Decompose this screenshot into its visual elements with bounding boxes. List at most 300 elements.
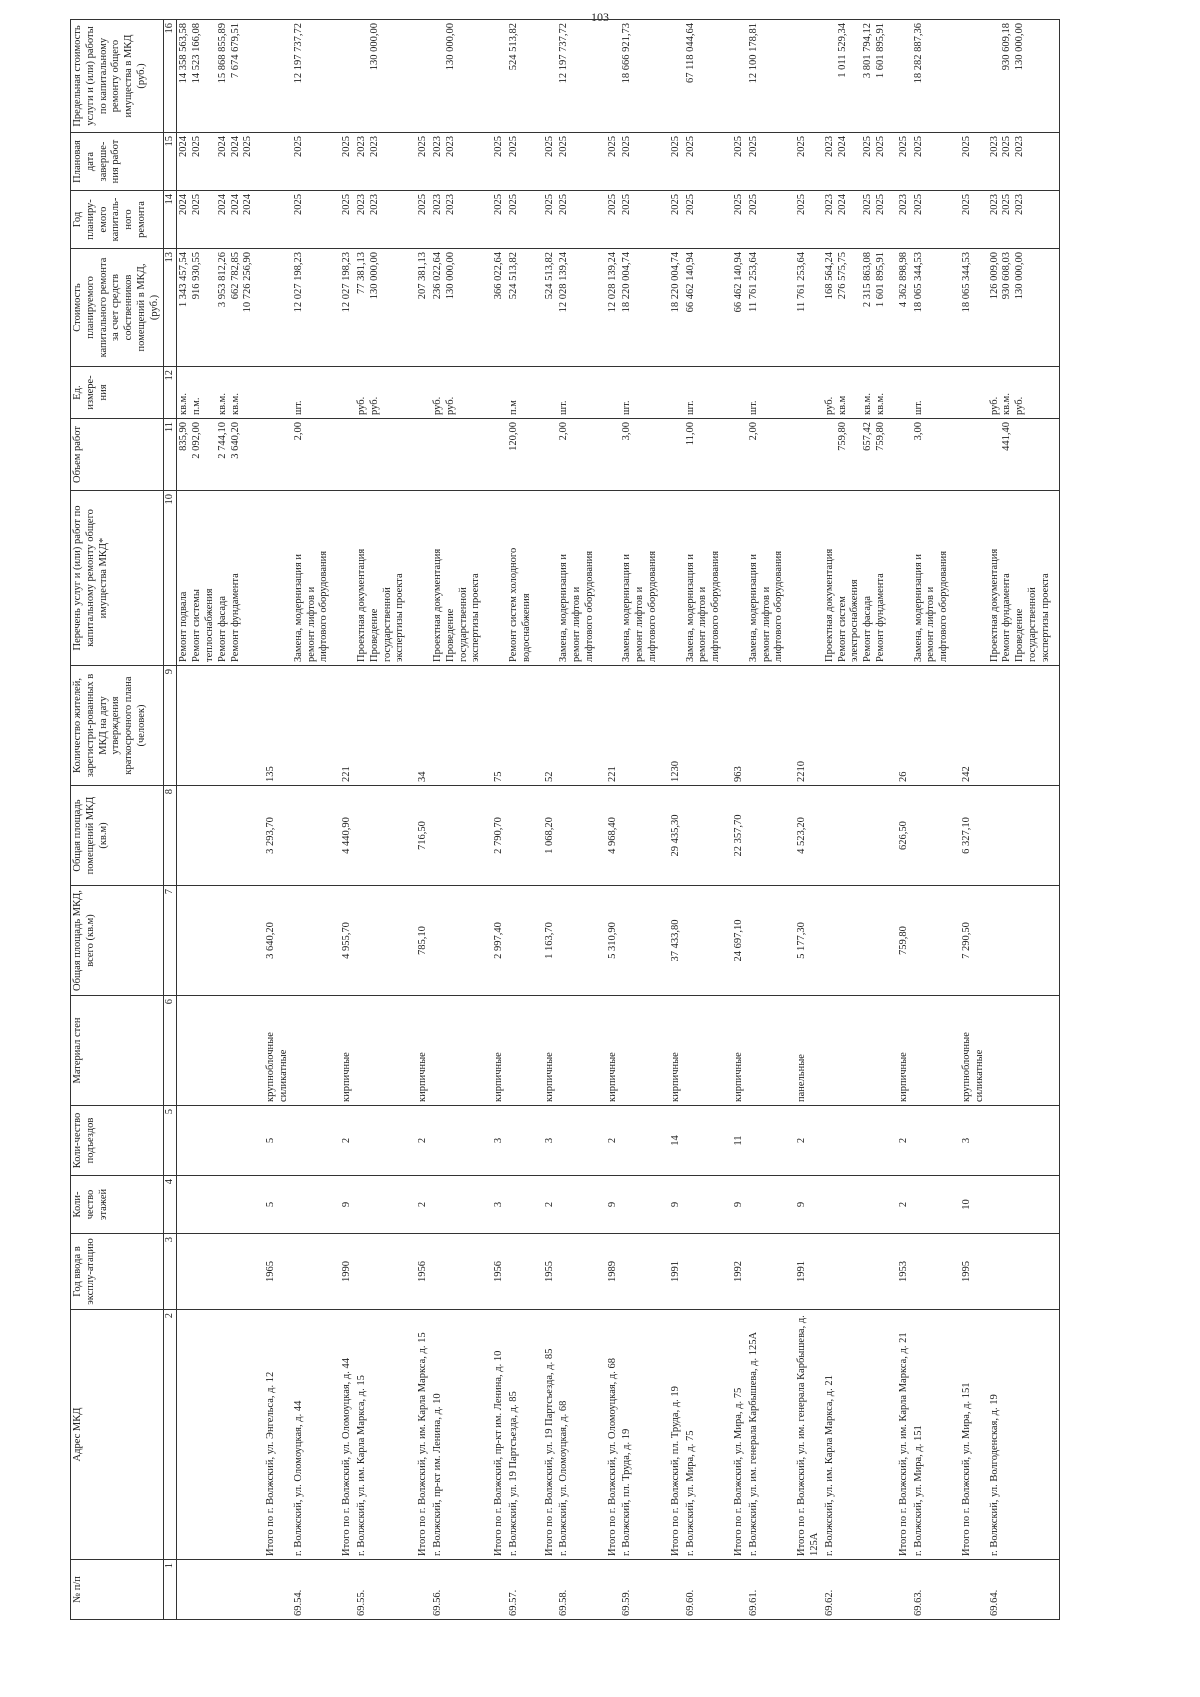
cell-floors — [684, 1176, 729, 1234]
cell-residents: 221 — [337, 666, 355, 786]
column-header: № п/п — [71, 1560, 164, 1620]
cell-year: 1991 — [666, 1234, 684, 1310]
cell-year — [912, 1234, 957, 1310]
cell-floors — [747, 1176, 792, 1234]
cell-unit: шт. — [747, 367, 792, 419]
cell-room-area: 4 523,20 — [792, 786, 823, 886]
cell-limit: 1 011 529,34 3 801 794,12 1 601 895,91 — [823, 20, 894, 133]
rotated-page — [70, 23, 1130, 1620]
cell-floors: 5 — [261, 1176, 292, 1234]
cell-limit: 12 197 737,72 — [557, 20, 602, 133]
cell-total-area — [684, 886, 729, 996]
cell-works: Замена, модернизация и ремонт лифтов и лифтового оборудования — [620, 491, 665, 666]
total-row — [729, 20, 747, 1620]
cell-mat: кирпичные — [540, 996, 558, 1106]
cell-num: 69.54. — [292, 1560, 337, 1620]
cell-num — [413, 1560, 431, 1620]
cell-limit: 67 118 044,64 — [684, 20, 729, 133]
cell-unit — [261, 367, 292, 419]
cell-ent — [620, 1106, 665, 1176]
cell-works: Замена, модернизация и ремонт лифтов и лифтового оборудования — [912, 491, 957, 666]
column-header: Год планиру-емого капиталь-ного ремонта — [71, 191, 164, 249]
cell-works: Замена, модернизация и ремонт лифтов и лифтового оборудования — [557, 491, 602, 666]
cell-works — [261, 491, 292, 666]
cell-end-year: 2025 — [620, 133, 665, 191]
cell-year — [620, 1234, 665, 1310]
table-row — [912, 20, 957, 1620]
cell-limit — [792, 20, 823, 133]
cell-num — [894, 1560, 912, 1620]
cell-num: 69.64. — [988, 1560, 1059, 1620]
capital-repair-table — [70, 19, 1060, 1620]
cell-floors: 9 — [666, 1176, 684, 1234]
cell-room-area — [355, 786, 413, 886]
cell-total-area — [823, 886, 894, 996]
cell-room-area: 22 357,70 — [729, 786, 747, 886]
cell-total-area: 4 955,70 — [337, 886, 355, 996]
cell-end-year: 2023 2024 2025 2025 — [823, 133, 894, 191]
cell-cost: 12 028 139,24 — [557, 249, 602, 367]
cell-floors: 3 — [489, 1176, 507, 1234]
cell-residents: 135 — [261, 666, 292, 786]
total-row — [337, 20, 355, 1620]
cell-year: 1991 — [792, 1234, 823, 1310]
cell-volume: 2,00 — [292, 419, 337, 491]
cell-mat — [912, 996, 957, 1106]
cell-end-year — [261, 133, 292, 191]
cell-limit — [261, 20, 292, 133]
cell-addr: г. Волжский, ул. 19 Партсъезда, д. 85 — [507, 1310, 540, 1560]
cell-residents — [292, 666, 337, 786]
cell-unit: руб. руб. — [355, 367, 413, 419]
cell-mat — [620, 996, 665, 1106]
cell-mat: кирпичные — [603, 996, 621, 1106]
cell-residents — [355, 666, 413, 786]
cell-limit — [603, 20, 621, 133]
cell-ent: 2 — [413, 1106, 431, 1176]
cell-mat: панельные — [792, 996, 823, 1106]
total-row — [603, 20, 621, 1620]
cell-unit — [603, 367, 621, 419]
cell-cost: 77 381,13 130 000,00 — [355, 249, 413, 367]
cell-unit — [337, 367, 355, 419]
column-header: Адрес МКД — [71, 1310, 164, 1560]
total-row — [540, 20, 558, 1620]
cell-total-area: 5 310,90 — [603, 886, 621, 996]
cell-ent — [747, 1106, 792, 1176]
cell-works: Ремонт подвала Ремонт системы теплоснабжения Ремонт фасада Ремонт фундамента — [177, 491, 261, 666]
cell-cost: 1 343 457,54 916 930,55 3 953 812,26 662 782,85 10 726 256,90 — [177, 249, 261, 367]
cell-num: 69.57. — [507, 1560, 540, 1620]
cell-end-year: 2025 — [413, 133, 431, 191]
cell-ent — [684, 1106, 729, 1176]
cell-ent — [823, 1106, 894, 1176]
cell-volume — [431, 419, 489, 491]
cell-end-year: 2025 — [507, 133, 540, 191]
cell-limit — [413, 20, 431, 133]
cell-cost: 66 462 140,94 — [729, 249, 747, 367]
cell-addr: Итого по г. Волжский, ул. Оломоуцкая, д. 44 — [337, 1310, 355, 1560]
cell-addr: Итого по г. Волжский, ул. Мира, д. 151 — [957, 1310, 988, 1560]
cell-addr: Итого по г. Волжский, ул. Оломоуцкая, д. 68 — [603, 1310, 621, 1560]
cell-addr: Итого по г. Волжский, ул. им. Карла Маркса, д. 15 — [413, 1310, 431, 1560]
cell-volume: 2,00 — [557, 419, 602, 491]
cell-cost: 12 027 198,23 — [292, 249, 337, 367]
cell-mat: кирпичные — [489, 996, 507, 1106]
cell-residents: 221 — [603, 666, 621, 786]
cell-plan-year: 2025 — [684, 191, 729, 249]
cell-floors — [988, 1176, 1059, 1234]
cell-year: 1990 — [337, 1234, 355, 1310]
cell-unit — [957, 367, 988, 419]
cell-mat: кирпичные — [666, 996, 684, 1106]
cell-cost: 11 761 253,64 — [792, 249, 823, 367]
cell-room-area: 6 327,10 — [957, 786, 988, 886]
table-row — [507, 20, 540, 1620]
cell-limit: 130 000,00 — [355, 20, 413, 133]
cell-year — [177, 1234, 261, 1310]
column-header: Стоимость планируемого капитального ремонта за счет средств собственников помещений в МКД, (руб.) — [71, 249, 164, 367]
cell-works: Проектная документация Ремонт фундамента Проведение государственной экспертизы проекта — [988, 491, 1059, 666]
cell-floors — [823, 1176, 894, 1234]
cell-plan-year: 2025 — [557, 191, 602, 249]
cell-ent — [177, 1106, 261, 1176]
cell-room-area — [684, 786, 729, 886]
column-header: Материал стен — [71, 996, 164, 1106]
cell-total-area: 785,10 — [413, 886, 431, 996]
cell-plan-year: 2023 2023 — [355, 191, 413, 249]
cell-total-area: 37 433,80 — [666, 886, 684, 996]
cell-residents — [823, 666, 894, 786]
cell-unit — [792, 367, 823, 419]
cell-residents — [747, 666, 792, 786]
cell-unit: шт. — [620, 367, 665, 419]
table-row — [620, 20, 665, 1620]
cell-plan-year: 2025 — [603, 191, 621, 249]
cell-num — [540, 1560, 558, 1620]
cell-floors: 2 — [413, 1176, 431, 1234]
total-row — [261, 20, 292, 1620]
cell-room-area: 626,50 — [894, 786, 912, 886]
cell-volume: 441,40 — [988, 419, 1059, 491]
cell-total-area: 1 163,70 — [540, 886, 558, 996]
cell-mat — [557, 996, 602, 1106]
cell-room-area: 29 435,30 — [666, 786, 684, 886]
column-number: 7 — [163, 886, 177, 996]
cell-end-year: 2025 — [912, 133, 957, 191]
header-row — [71, 20, 164, 1620]
cell-residents — [620, 666, 665, 786]
cell-volume: 835,90 2 092,00 2 744,10 3 640,20 — [177, 419, 261, 491]
column-number: 1 — [163, 1560, 177, 1620]
cell-floors: 9 — [792, 1176, 823, 1234]
cell-unit: шт. — [912, 367, 957, 419]
cell-num — [729, 1560, 747, 1620]
cell-floors — [292, 1176, 337, 1234]
cell-residents — [431, 666, 489, 786]
cell-mat — [507, 996, 540, 1106]
cell-residents — [557, 666, 602, 786]
cell-plan-year — [261, 191, 292, 249]
cell-residents — [507, 666, 540, 786]
cell-mat — [988, 996, 1059, 1106]
cell-plan-year: 2023 2024 2025 2025 — [823, 191, 894, 249]
cell-total-area: 759,80 — [894, 886, 912, 996]
cell-num: 69.55. — [355, 1560, 413, 1620]
cell-works: Проектная документация Ремонт систем электроснабжения Ремонт фасада Ремонт фундамента — [823, 491, 894, 666]
cell-total-area: 5 177,30 — [792, 886, 823, 996]
cell-cost: 11 761 253,64 — [747, 249, 792, 367]
cell-total-area — [747, 886, 792, 996]
cell-volume — [666, 419, 684, 491]
cell-ent: 2 — [894, 1106, 912, 1176]
table-row — [747, 20, 792, 1620]
table-body — [177, 20, 1059, 1620]
cell-cost: 18 065 344,53 — [957, 249, 988, 367]
cell-volume — [792, 419, 823, 491]
cell-cost: 366 022,64 — [489, 249, 507, 367]
column-number: 8 — [163, 786, 177, 886]
cell-plan-year: 2025 — [507, 191, 540, 249]
cell-residents: 242 — [957, 666, 988, 786]
cell-ent: 5 — [261, 1106, 292, 1176]
cell-addr: Итого по г. Волжский, ул. 19 Партсъезда, д. 85 — [540, 1310, 558, 1560]
cell-residents — [684, 666, 729, 786]
cell-volume — [355, 419, 413, 491]
cell-residents: 26 — [894, 666, 912, 786]
column-header: Перечень услуг и (или) работ по капитальному ремонту общего имущества МКД* — [71, 491, 164, 666]
cell-residents — [912, 666, 957, 786]
total-row — [666, 20, 684, 1620]
cell-floors: 2 — [540, 1176, 558, 1234]
total-row — [489, 20, 507, 1620]
cell-unit: руб. кв.м. руб. — [988, 367, 1059, 419]
cell-ent: 11 — [729, 1106, 747, 1176]
total-row — [792, 20, 823, 1620]
cell-year — [988, 1234, 1059, 1310]
cell-volume — [603, 419, 621, 491]
cell-total-area — [431, 886, 489, 996]
cell-ent — [431, 1106, 489, 1176]
cell-works — [792, 491, 823, 666]
cell-mat — [823, 996, 894, 1106]
cell-total-area — [355, 886, 413, 996]
cell-ent: 2 — [603, 1106, 621, 1176]
cell-room-area: 3 293,70 — [261, 786, 292, 886]
cell-year — [431, 1234, 489, 1310]
column-number: 6 — [163, 996, 177, 1106]
table-row — [557, 20, 602, 1620]
cell-total-area — [620, 886, 665, 996]
cell-residents — [988, 666, 1059, 786]
cell-mat: крупноблочные силикатные — [957, 996, 988, 1106]
cell-end-year: 2023 2023 — [355, 133, 413, 191]
cell-plan-year: 2025 — [747, 191, 792, 249]
cell-num — [792, 1560, 823, 1620]
cell-residents: 1230 — [666, 666, 684, 786]
cell-addr: Итого по г. Волжский, ул. им. генерала Карбышева, д. 125А — [792, 1310, 823, 1560]
cell-volume — [729, 419, 747, 491]
cell-limit: 12 197 737,72 — [292, 20, 337, 133]
cell-room-area: 2 790,70 — [489, 786, 507, 886]
cell-plan-year: 2023 — [894, 191, 912, 249]
cell-addr: г. Волжский, ул. Мира, д. 151 — [912, 1310, 957, 1560]
cell-cost: 12 027 198,23 — [337, 249, 355, 367]
column-header: Объем работ — [71, 419, 164, 491]
cell-ent — [912, 1106, 957, 1176]
column-number: 12 — [163, 367, 177, 419]
total-row — [413, 20, 431, 1620]
cell-addr: Итого по г. Волжский, ул. Энгельса, д. 12 — [261, 1310, 292, 1560]
cell-ent — [507, 1106, 540, 1176]
column-number: 5 — [163, 1106, 177, 1176]
cell-limit — [729, 20, 747, 133]
cell-cost: 12 028 139,24 — [603, 249, 621, 367]
cell-plan-year: 2025 — [337, 191, 355, 249]
cell-residents — [177, 666, 261, 786]
cell-year — [823, 1234, 894, 1310]
cell-end-year: 2025 — [292, 133, 337, 191]
cell-plan-year: 2025 — [620, 191, 665, 249]
cell-year — [747, 1234, 792, 1310]
cell-limit — [489, 20, 507, 133]
cell-total-area — [912, 886, 957, 996]
column-header: Общая площадь МКД, всего (кв.м) — [71, 886, 164, 996]
column-header: Коли-чество этажей — [71, 1176, 164, 1234]
cell-addr: г. Волжский, пл. Труда, д. 19 — [620, 1310, 665, 1560]
cell-addr: Итого по г. Волжский, пл. Труда, д. 19 — [666, 1310, 684, 1560]
cell-volume — [337, 419, 355, 491]
cell-works — [894, 491, 912, 666]
cell-num: 69.63. — [912, 1560, 957, 1620]
cell-cost — [261, 249, 292, 367]
cell-works — [413, 491, 431, 666]
column-number: 9 — [163, 666, 177, 786]
cell-mat — [431, 996, 489, 1106]
cell-year: 1956 — [489, 1234, 507, 1310]
cell-end-year: 2025 — [489, 133, 507, 191]
cell-mat: крупноблочные силикатные — [261, 996, 292, 1106]
cell-num: 69.61. — [747, 1560, 792, 1620]
cell-end-year: 2025 — [894, 133, 912, 191]
cell-num: 69.59. — [620, 1560, 665, 1620]
cell-total-area: 7 290,50 — [957, 886, 988, 996]
cell-room-area — [620, 786, 665, 886]
cell-plan-year: 2023 2023 — [431, 191, 489, 249]
cell-unit: шт. — [684, 367, 729, 419]
cell-limit — [337, 20, 355, 133]
cell-cost: 18 220 004,74 — [620, 249, 665, 367]
column-header: Год ввода в эксплу-атацию — [71, 1234, 164, 1310]
table-row — [355, 20, 413, 1620]
cell-year — [684, 1234, 729, 1310]
cell-end-year: 2025 — [557, 133, 602, 191]
cell-volume: 3,00 — [912, 419, 957, 491]
cell-addr: г. Волжский, ул. Мира, д. 75 — [684, 1310, 729, 1560]
cell-floors — [355, 1176, 413, 1234]
cell-unit: кв.м. п.м. кв.м. кв.м. — [177, 367, 261, 419]
cell-works: Замена, модернизация и ремонт лифтов и лифтового оборудования — [684, 491, 729, 666]
cell-limit: 130 000,00 — [431, 20, 489, 133]
cell-residents: 52 — [540, 666, 558, 786]
cell-works — [603, 491, 621, 666]
cell-floors: 9 — [337, 1176, 355, 1234]
cell-year: 1965 — [261, 1234, 292, 1310]
cell-end-year: 2024 2025 2024 2024 2025 — [177, 133, 261, 191]
column-number: 11 — [163, 419, 177, 491]
cell-unit — [540, 367, 558, 419]
cell-ent: 3 — [489, 1106, 507, 1176]
cell-volume — [261, 419, 292, 491]
cell-works — [337, 491, 355, 666]
cell-plan-year: 2025 — [292, 191, 337, 249]
total-row — [894, 20, 912, 1620]
cell-room-area — [747, 786, 792, 886]
cell-addr: Итого по г. Волжский, ул. Мира, д. 75 — [729, 1310, 747, 1560]
cell-floors: 9 — [603, 1176, 621, 1234]
cell-room-area: 4 440,90 — [337, 786, 355, 886]
cell-ent: 2 — [337, 1106, 355, 1176]
cell-volume — [413, 419, 431, 491]
column-number: 2 — [163, 1310, 177, 1560]
cell-ent — [355, 1106, 413, 1176]
cell-end-year: 2025 — [684, 133, 729, 191]
cell-unit — [413, 367, 431, 419]
cell-addr: г. Волжский, пр-кт им. Ленина, д. 10 — [431, 1310, 489, 1560]
cell-floors — [557, 1176, 602, 1234]
cell-end-year: 2023 2023 — [431, 133, 489, 191]
cell-plan-year: 2025 — [540, 191, 558, 249]
table-row — [684, 20, 729, 1620]
cell-ent: 3 — [957, 1106, 988, 1176]
column-number: 3 — [163, 1234, 177, 1310]
cell-room-area — [988, 786, 1059, 886]
cell-addr: г. Волжский, ул. Оломоуцкая, д. 68 — [557, 1310, 602, 1560]
cell-year: 1995 — [957, 1234, 988, 1310]
cell-end-year: 2025 — [957, 133, 988, 191]
cell-total-area — [988, 886, 1059, 996]
cell-total-area: 24 697,10 — [729, 886, 747, 996]
page-number: 103 — [591, 10, 609, 24]
cell-unit — [489, 367, 507, 419]
cell-year: 1953 — [894, 1234, 912, 1310]
table-row — [292, 20, 337, 1620]
cell-cost: 524 513,82 — [507, 249, 540, 367]
cell-room-area — [292, 786, 337, 886]
cell-addr: Итого по г. Волжский, ул. им. Карла Маркса, д. 21 — [894, 1310, 912, 1560]
cell-works: Проектная документация Проведение государственной экспертизы проекта — [431, 491, 489, 666]
cell-residents: 34 — [413, 666, 431, 786]
cell-mat: кирпичные — [337, 996, 355, 1106]
cell-end-year: 2025 — [792, 133, 823, 191]
cell-limit — [540, 20, 558, 133]
cell-end-year: 2025 — [747, 133, 792, 191]
cell-total-area: 3 640,20 — [261, 886, 292, 996]
cell-volume: 11,00 — [684, 419, 729, 491]
cell-volume — [489, 419, 507, 491]
cell-num — [177, 1560, 261, 1620]
total-row — [957, 20, 988, 1620]
column-number: 14 — [163, 191, 177, 249]
cell-volume: 3,00 — [620, 419, 665, 491]
table-row — [177, 20, 261, 1620]
cell-cost: 207 381,13 — [413, 249, 431, 367]
cell-works: Замена, модернизация и ремонт лифтов и лифтового оборудования — [292, 491, 337, 666]
cell-unit — [666, 367, 684, 419]
cell-num: 69.58. — [557, 1560, 602, 1620]
column-header: Коли-чество подъездов — [71, 1106, 164, 1176]
cell-num: 69.62. — [823, 1560, 894, 1620]
